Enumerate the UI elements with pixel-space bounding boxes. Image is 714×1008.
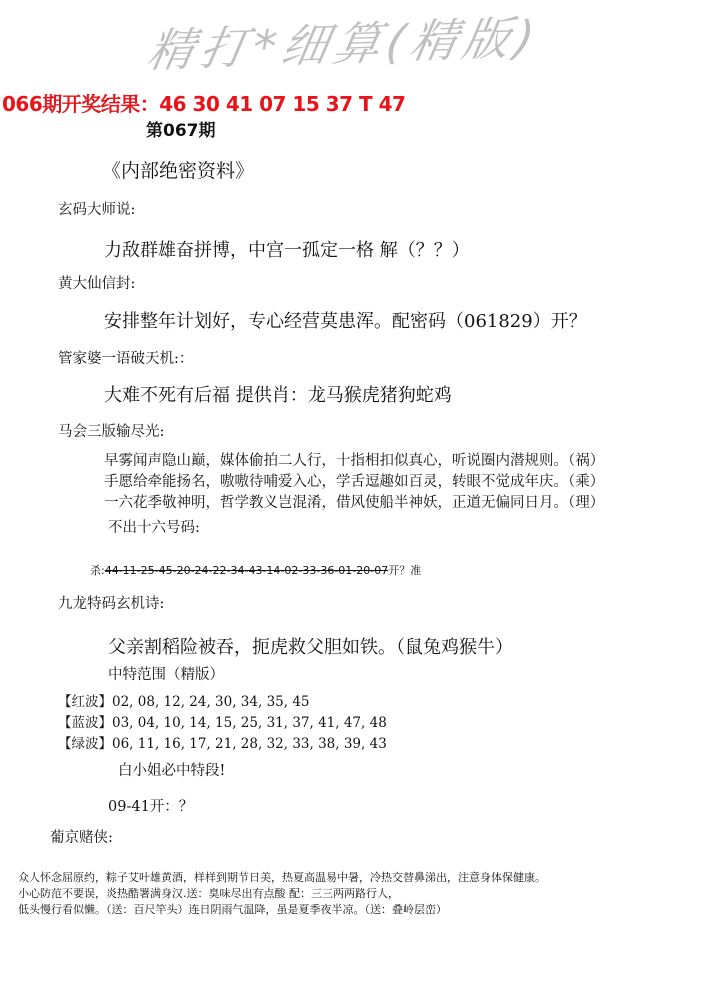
draw-result-line: 066期开奖结果：46 30 41 07 15 37 T 47	[2, 92, 406, 116]
no-sixteen-label: 不出十六号码:	[108, 520, 200, 536]
poem-line: 手愿给牵能扬名，嗷嗷待哺爱入心，学舌逗趣如百灵，转眼不觉成年庆。（乘）	[104, 474, 605, 490]
kill-suffix: 开？准	[388, 564, 422, 577]
page-banner	[143, 1, 546, 81]
housekeeper-label: 管家婆一语破天机:：	[58, 351, 194, 367]
footer-line: 众人怀念屈原约，粽子艾叶雄黄酒，样样到期节日美，热夏高温易中暑，冷热交替鼻涕出，注意身体保健康。	[18, 871, 546, 884]
wave-tag: 【红波】	[58, 694, 112, 710]
macau-poem	[104, 451, 604, 514]
master-label: 玄码大师说:	[58, 202, 136, 218]
kill-prefix: 杀:	[90, 564, 105, 577]
poem-line: 一六花季敬神明，哲学教义岂混淆，借风使船半神妖，正道无偏同日月。（理）	[104, 495, 605, 511]
master-text: 力敌群雄奋拼博，中宫一孤定一格 解（？？）	[104, 240, 470, 261]
footer-line: 低头慢行看似懒。（送：百尺竿头）连日阴雨气温降，虽是夏季夜半凉。（送：叠岭层峦）	[18, 903, 447, 916]
macau-label: 马会三版输尽光:	[58, 424, 165, 440]
wave-numbers: 06, 11, 16, 17, 21, 28, 32, 33, 38, 39, 43	[112, 736, 387, 752]
gambler-label: 葡京赌侠:	[50, 830, 113, 846]
huang-text: 安排整年计划好，专心经营莫患浑。配密码（061829）开？	[104, 311, 587, 332]
issue-number: 第067期	[146, 121, 216, 141]
kill-numbers-line	[90, 562, 421, 578]
huang-label: 黄大仙信封:	[58, 276, 136, 292]
wave-tag: 【绿波】	[58, 736, 112, 752]
wave-tag: 【蓝波】	[58, 715, 112, 731]
nine-dragon-text: 父亲割稻险被吞，扼虎救父胆如铁。（鼠兔鸡猴牛）	[108, 637, 513, 658]
nine-dragon-label: 九龙特码玄机诗:	[58, 596, 165, 612]
green-wave-row	[58, 732, 387, 752]
range-label: 中特范围（精版）	[108, 667, 224, 683]
document-title: 《内部绝密资料》	[102, 160, 255, 182]
special-range: 09-41开：？	[108, 799, 194, 815]
poem-line: 早雾闻声隐山巅，媒体偷拍二人行，十指相扣似真心，听说圈内潜规则。（祸）	[104, 453, 605, 469]
red-wave-row	[58, 690, 310, 710]
blue-wave-row	[58, 711, 387, 731]
gambler-text	[18, 870, 546, 918]
housekeeper-text: 大难不死有后福 提供肖：龙马猴虎猪狗蛇鸡	[104, 385, 452, 406]
wave-numbers: 03, 04, 10, 14, 15, 25, 31, 37, 41, 47, 48	[112, 715, 387, 731]
wave-numbers: 02, 08, 12, 24, 30, 34, 35, 45	[112, 694, 310, 710]
footer-line: 小心防范不要误，炎热酷署满身汉.送：臭味尽出有点酸 配：三三两两路行人，	[18, 887, 399, 900]
banner-text: 精打*细算(精版)	[143, 10, 545, 78]
bai-text: 白小姐必中特段!	[118, 763, 226, 779]
kill-numbers: 44-11-25-45-20-24-22-34-43-14-02-33-36-01-20-07	[104, 564, 389, 577]
